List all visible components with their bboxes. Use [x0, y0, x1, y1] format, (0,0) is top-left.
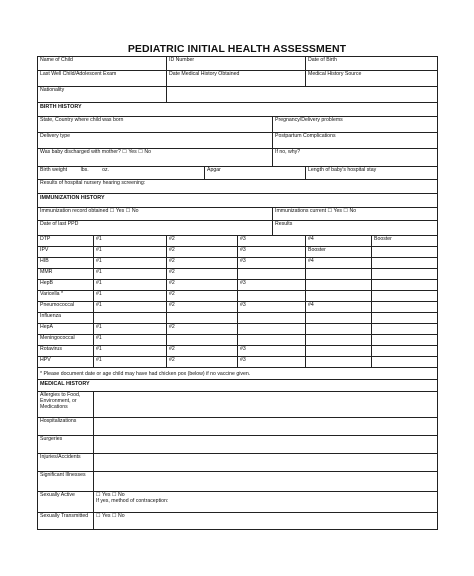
dose-cell[interactable]: [306, 335, 372, 346]
dose-cell[interactable]: #2: [167, 291, 238, 302]
table-row: [38, 258, 438, 269]
lbs-label: lbs.: [80, 167, 89, 173]
dose-cell[interactable]: #2: [167, 258, 238, 269]
field-label: Date of last PPD: [40, 221, 79, 227]
dose-cell[interactable]: [306, 291, 372, 302]
dose-cell[interactable]: [372, 346, 438, 357]
field-label: If no, why?: [275, 149, 301, 155]
medical-history-source-field[interactable]: [306, 71, 438, 87]
checkbox-icon[interactable]: ☐: [96, 492, 101, 498]
illnesses-label: Significant Illnesses: [38, 472, 94, 492]
dose-cell[interactable]: #2: [167, 280, 238, 291]
contraception-label: If yes, method of contraception:: [96, 498, 169, 504]
field-label: Name of Child: [40, 57, 73, 63]
discharged-with-mother-field: [38, 149, 273, 167]
dose-cell[interactable]: [306, 346, 372, 357]
dose-cell[interactable]: #2: [167, 346, 238, 357]
no-option: No: [131, 208, 139, 214]
medical-history-header: MEDICAL HISTORY: [38, 380, 438, 392]
dose-cell[interactable]: Booster: [306, 247, 372, 258]
last-exam-field[interactable]: [38, 71, 167, 87]
dose-cell[interactable]: [306, 357, 372, 368]
dose-cell[interactable]: [372, 258, 438, 269]
dose-cell[interactable]: #1: [94, 236, 167, 247]
chicken-pox-note: * Please document date or age child may have had chicken pox (below) if no vaccine given.: [38, 368, 438, 380]
sexually-active-field: [94, 492, 438, 513]
birth-history-header: BIRTH HISTORY: [38, 103, 438, 117]
dose-cell[interactable]: [167, 313, 238, 324]
sexually-transmitted-label: Sexually Transmitted: [38, 513, 94, 530]
id-number-field[interactable]: [167, 57, 306, 71]
record-obtained-field: [38, 208, 273, 221]
table-row: [38, 280, 438, 291]
checkbox-icon[interactable]: ☐: [109, 208, 115, 214]
no-option: No: [349, 208, 357, 214]
dose-cell[interactable]: [306, 324, 372, 335]
illnesses-field[interactable]: [94, 472, 438, 492]
dose-cell[interactable]: [372, 335, 438, 346]
dose-cell[interactable]: [372, 313, 438, 324]
if-no-why-field[interactable]: [273, 149, 438, 167]
assessment-form: [37, 56, 438, 530]
field-label: Results: [275, 221, 293, 227]
dose-cell[interactable]: [372, 302, 438, 313]
checkbox-icon[interactable]: ☐: [327, 208, 333, 214]
field-label: Immunizations current: [275, 208, 327, 214]
dose-cell[interactable]: [167, 335, 238, 346]
no-option: No: [144, 149, 151, 155]
date-of-birth-field[interactable]: [306, 57, 438, 71]
yes-option: Yes: [115, 208, 125, 214]
dose-cell[interactable]: #2: [167, 302, 238, 313]
immunization-history-header: IMMUNIZATION HISTORY: [38, 194, 438, 208]
field-label: Delivery type: [40, 133, 70, 139]
dose-cell[interactable]: #3: [238, 258, 306, 269]
dose-cell[interactable]: #1: [94, 357, 167, 368]
table-row: [38, 324, 438, 335]
dose-cell[interactable]: [238, 324, 306, 335]
name-of-child-field[interactable]: [38, 57, 167, 71]
surgeries-label: Surgeries: [38, 436, 94, 454]
table-row: [38, 357, 438, 368]
dose-cell[interactable]: #1: [94, 346, 167, 357]
sexually-active-label: Sexually Active: [38, 492, 94, 513]
pregnancy-problems-field[interactable]: [273, 117, 438, 133]
table-row: [38, 291, 438, 302]
vaccine-name: HIB: [38, 258, 94, 269]
hospitalizations-field[interactable]: [94, 418, 438, 436]
table-row: [38, 302, 438, 313]
surgeries-field[interactable]: [94, 436, 438, 454]
dose-cell[interactable]: #3: [238, 302, 306, 313]
birth-weight-field[interactable]: [38, 167, 205, 180]
dose-cell[interactable]: [372, 291, 438, 302]
checkbox-icon[interactable]: ☐: [125, 208, 131, 214]
vaccine-name: Varicella *: [38, 291, 94, 302]
field-label: Results of hospital nursery hearing screening:: [40, 180, 146, 186]
field-label: Last Well Child/Adolescent Exam: [40, 71, 117, 77]
dose-cell[interactable]: [306, 269, 372, 280]
checkbox-icon[interactable]: ☐: [122, 149, 127, 155]
table-row: [38, 313, 438, 324]
checkbox-icon[interactable]: ☐: [96, 513, 101, 519]
yes-option: Yes: [102, 492, 111, 498]
checkbox-icon[interactable]: ☐: [138, 149, 143, 155]
injuries-label: Injuries/Accidents: [38, 454, 94, 472]
injuries-field[interactable]: [94, 454, 438, 472]
field-label: Apgar: [207, 167, 221, 173]
date-last-ppd-field[interactable]: [38, 221, 273, 236]
dose-cell[interactable]: [238, 291, 306, 302]
dose-cell[interactable]: Booster: [372, 236, 438, 247]
field-label: Date of Birth: [308, 57, 337, 63]
dose-cell[interactable]: #1: [94, 269, 167, 280]
checkbox-icon[interactable]: ☐: [343, 208, 349, 214]
dose-cell[interactable]: #1: [94, 324, 167, 335]
field-label: Pregnancy/Delivery problems: [275, 117, 343, 123]
dose-cell[interactable]: [238, 313, 306, 324]
table-row: [38, 269, 438, 280]
dose-cell[interactable]: [306, 280, 372, 291]
nationality-field[interactable]: [38, 87, 167, 103]
table-row: [38, 346, 438, 357]
no-option: No: [118, 492, 125, 498]
field-label: Medical History Source: [308, 71, 362, 77]
dose-cell[interactable]: #3: [238, 346, 306, 357]
dose-cell[interactable]: [372, 247, 438, 258]
dose-cell[interactable]: #4: [306, 258, 372, 269]
dose-cell[interactable]: #3: [238, 247, 306, 258]
postpartum-field[interactable]: [273, 133, 438, 149]
dose-cell[interactable]: #3: [238, 357, 306, 368]
vaccine-name: Rotavirus: [38, 346, 94, 357]
field-label: Was baby discharged with mother?: [40, 149, 121, 155]
field-label: Immunization record obtained: [40, 208, 109, 214]
dose-cell[interactable]: #2: [167, 236, 238, 247]
dose-cell[interactable]: #2: [167, 269, 238, 280]
checkbox-icon[interactable]: ☐: [111, 492, 117, 498]
hearing-screening-field[interactable]: [38, 180, 438, 194]
apgar-field[interactable]: [205, 167, 306, 180]
dose-cell[interactable]: #1: [94, 291, 167, 302]
dose-cell[interactable]: #1: [94, 280, 167, 291]
sexually-transmitted-field: [94, 513, 438, 530]
dose-cell[interactable]: [306, 313, 372, 324]
vaccine-name: HepB: [38, 280, 94, 291]
field-label: Birth weight: [40, 167, 68, 173]
dose-cell[interactable]: [238, 269, 306, 280]
field-label: ID Number: [169, 57, 195, 63]
dose-cell[interactable]: [94, 313, 167, 324]
dose-cell[interactable]: #2: [167, 357, 238, 368]
dose-cell[interactable]: [372, 280, 438, 291]
dose-cell[interactable]: #3: [238, 236, 306, 247]
hospital-stay-field[interactable]: [306, 167, 438, 180]
field-label: State, Country where child was born: [40, 117, 124, 123]
delivery-type-field[interactable]: [38, 133, 273, 149]
yes-option: Yes: [102, 513, 111, 519]
dose-cell[interactable]: #4: [306, 236, 372, 247]
dose-cell[interactable]: #3: [238, 280, 306, 291]
field-label: Length of baby's hospital stay: [308, 167, 377, 173]
state-country-field[interactable]: [38, 117, 273, 133]
vaccine-name: MMR: [38, 269, 94, 280]
immunizations-current-field: [273, 208, 438, 221]
dose-cell[interactable]: [372, 269, 438, 280]
ppd-results-field[interactable]: [273, 221, 438, 236]
blank-cell: [167, 87, 438, 103]
dose-cell[interactable]: #1: [94, 258, 167, 269]
table-row: [38, 335, 438, 346]
vaccine-name: IPV: [38, 247, 94, 258]
dose-cell[interactable]: #2: [167, 247, 238, 258]
dose-cell[interactable]: [238, 335, 306, 346]
allergies-field[interactable]: [94, 392, 438, 418]
vaccine-name: Pneumococcal: [38, 302, 94, 313]
vaccine-name: Influenza: [38, 313, 94, 324]
vaccine-name: Meningococcal: [38, 335, 94, 346]
yes-option: Yes: [128, 149, 137, 155]
dose-cell[interactable]: #2: [167, 324, 238, 335]
vaccine-name: HepA: [38, 324, 94, 335]
field-label: Date Medical History Obtained: [169, 71, 240, 77]
date-medical-history-field[interactable]: [167, 71, 306, 87]
field-label: Nationality: [40, 87, 65, 93]
checkbox-icon[interactable]: ☐: [111, 513, 117, 519]
dose-cell[interactable]: #1: [94, 335, 167, 346]
page-title: PEDIATRIC INITIAL HEALTH ASSESSMENT: [127, 43, 347, 55]
allergies-label: Allergies to Food, Environment, or Medications: [38, 392, 94, 418]
no-option: No: [118, 513, 125, 519]
table-row: [38, 236, 438, 247]
dose-cell[interactable]: #4: [306, 302, 372, 313]
field-label: Postpartum Complications: [275, 133, 336, 139]
dose-cell[interactable]: #1: [94, 247, 167, 258]
vaccine-name: DTP: [38, 236, 94, 247]
oz-label: oz.: [102, 167, 110, 173]
table-row: [38, 247, 438, 258]
dose-cell[interactable]: [372, 357, 438, 368]
dose-cell[interactable]: #1: [94, 302, 167, 313]
dose-cell[interactable]: [372, 324, 438, 335]
yes-option: Yes: [333, 208, 342, 214]
vaccine-name: HPV: [38, 357, 94, 368]
hospitalizations-label: Hospitalizations: [38, 418, 94, 436]
